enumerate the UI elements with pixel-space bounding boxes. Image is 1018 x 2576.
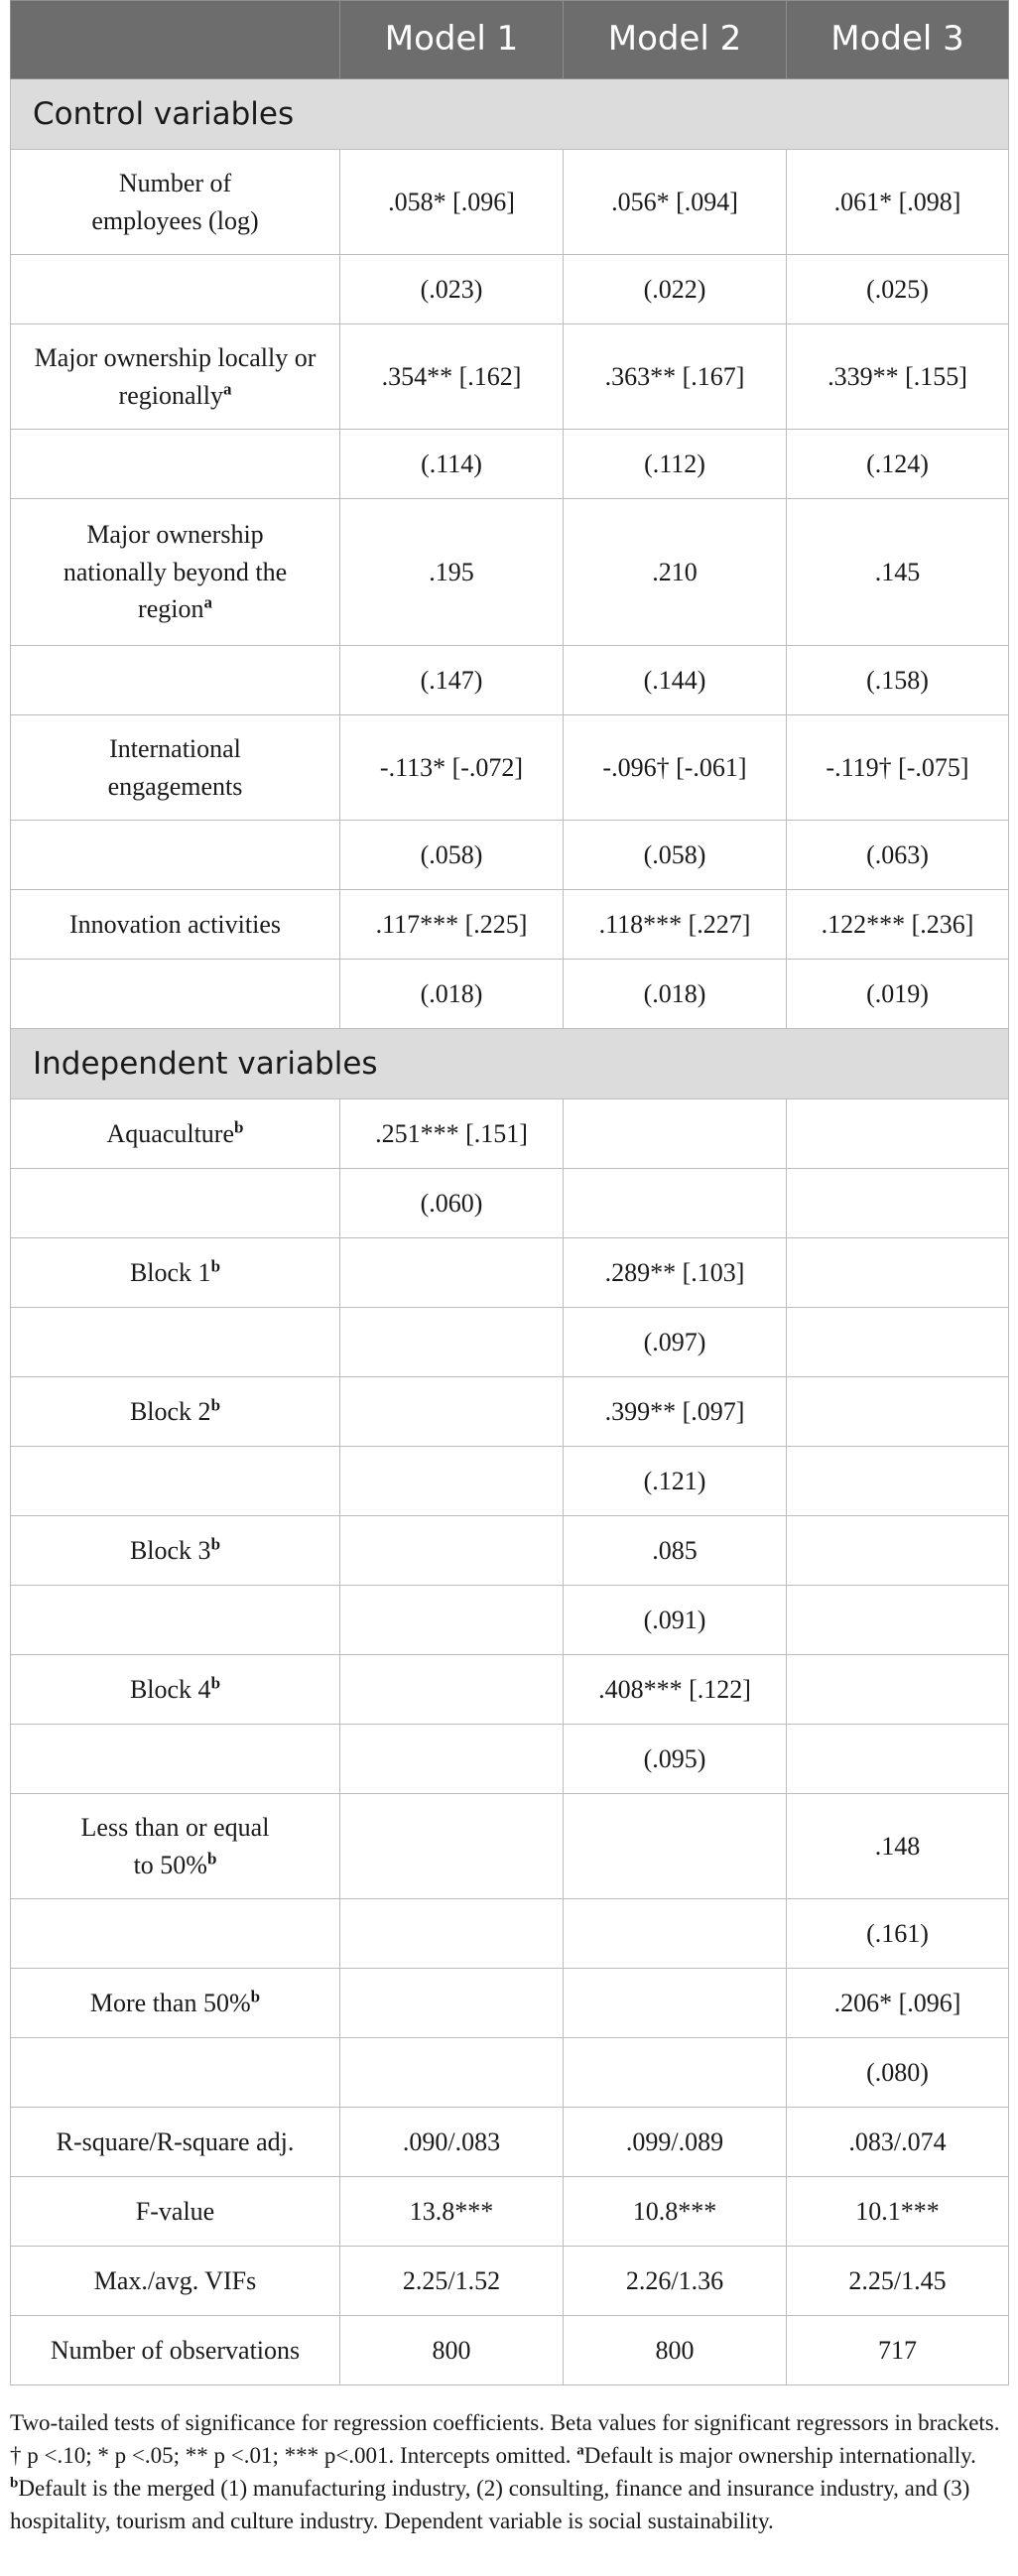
model-2-se: (.095): [564, 1725, 787, 1794]
model-3-value: [787, 1377, 1009, 1447]
model-1-se: (.023): [340, 255, 564, 324]
model-3-value: 10.1***: [787, 2177, 1009, 2247]
model-2-value: .085: [564, 1516, 787, 1586]
footnote-text-2: Default is major ownership internationally.: [583, 2442, 976, 2468]
model-3-value: [787, 1099, 1009, 1169]
row-label: [11, 1516, 340, 1586]
table-row: [11, 150, 1009, 255]
section-title-control: Control variables: [11, 79, 1009, 150]
model-2-value: .399** [.097]: [564, 1377, 787, 1447]
row-label: F-value: [11, 2177, 340, 2247]
model-3-value: [787, 1516, 1009, 1586]
table-row: [11, 1516, 1009, 1586]
model-2-value: -.096† [-.061]: [564, 715, 787, 821]
header-model-2: Model 2: [564, 1, 787, 79]
model-3-se: (.158): [787, 646, 1009, 715]
footnote-marker: a: [222, 378, 232, 398]
footnote-marker: b: [234, 1117, 244, 1136]
header-model-3: Model 3: [787, 1, 1009, 79]
regression-table-container: [10, 0, 1008, 2385]
model-2-se: (.022): [564, 255, 787, 324]
model-3-value: .148: [787, 1794, 1009, 1899]
model-2-value: .210: [564, 499, 787, 646]
model-1-value: [340, 1516, 564, 1586]
model-3-value: .083/.074: [787, 2108, 1009, 2177]
model-3-value: 717: [787, 2316, 1009, 2385]
table-row-se: [11, 960, 1009, 1029]
row-label-empty: [11, 430, 340, 499]
model-2-value: 800: [564, 2316, 787, 2385]
model-2-se: (.058): [564, 821, 787, 890]
row-label: [11, 499, 340, 646]
model-3-value: .122*** [.236]: [787, 890, 1009, 960]
row-label: Number of employees (log): [11, 150, 340, 255]
model-2-value: .118*** [.227]: [564, 890, 787, 960]
row-label: [11, 1238, 340, 1308]
header-model-1: Model 1: [340, 1, 564, 79]
model-1-se: (.058): [340, 821, 564, 890]
model-2-se: (.018): [564, 960, 787, 1029]
model-1-value: [340, 1794, 564, 1899]
row-label-empty: [11, 1586, 340, 1655]
table-row-fvalue: [11, 2177, 1009, 2247]
model-3-se: (.161): [787, 1899, 1009, 1969]
row-label-empty: [11, 255, 340, 324]
row-label: [11, 1099, 340, 1169]
row-label-empty: [11, 1725, 340, 1794]
table-row-se: [11, 2038, 1009, 2108]
row-label-text: Major ownership locally or regionally: [34, 342, 317, 410]
row-label-empty: [11, 1308, 340, 1377]
table-row: [11, 1794, 1009, 1899]
model-2-value: .056* [.094]: [564, 150, 787, 255]
table-row-se: [11, 1308, 1009, 1377]
row-label: Number of observations: [11, 2316, 340, 2385]
table-row: [11, 1969, 1009, 2038]
table-row-se: [11, 1899, 1009, 1969]
row-label-empty: [11, 1169, 340, 1238]
model-2-value: [564, 1969, 787, 2038]
section-row-control: [11, 79, 1009, 150]
model-2-value: .363** [.167]: [564, 324, 787, 430]
model-1-se: [340, 1586, 564, 1655]
row-label-empty: [11, 646, 340, 715]
row-label: Max./avg. VIFs: [11, 2247, 340, 2316]
row-label-text: Block 4: [129, 1674, 211, 1704]
row-label: [11, 324, 340, 430]
table-row-observations: [11, 2316, 1009, 2385]
model-3-se: (.025): [787, 255, 1009, 324]
model-2-se: (.144): [564, 646, 787, 715]
model-1-se: [340, 1447, 564, 1516]
model-3-value: .061* [.098]: [787, 150, 1009, 255]
row-label-text: Block 3: [129, 1535, 211, 1565]
model-2-value: [564, 1099, 787, 1169]
row-label: [11, 1377, 340, 1447]
model-1-value: [340, 1969, 564, 2038]
model-3-value: .145: [787, 499, 1009, 646]
model-1-value: -.113* [-.072]: [340, 715, 564, 821]
model-1-se: (.060): [340, 1169, 564, 1238]
model-2-value: 2.26/1.36: [564, 2247, 787, 2316]
model-2-se: (.112): [564, 430, 787, 499]
table-row-se: [11, 821, 1009, 890]
table-row: [11, 499, 1009, 646]
table-row: [11, 1377, 1009, 1447]
model-1-se: (.147): [340, 646, 564, 715]
table-row: [11, 715, 1009, 821]
model-1-value: .354** [.162]: [340, 324, 564, 430]
model-1-value: [340, 1377, 564, 1447]
model-3-se: (.019): [787, 960, 1009, 1029]
model-1-value: .251*** [.151]: [340, 1099, 564, 1169]
table-row-se: [11, 1169, 1009, 1238]
section-row-independent: [11, 1029, 1009, 1099]
model-1-value: .195: [340, 499, 564, 646]
model-2-value: .408*** [.122]: [564, 1655, 787, 1725]
table-row-vifs: [11, 2247, 1009, 2316]
footnote-marker: b: [210, 1395, 221, 1414]
header-corner-cell: [11, 1, 340, 79]
footnote-marker: b: [210, 1534, 221, 1553]
model-1-se: (.114): [340, 430, 564, 499]
row-label-text: Major ownership nationally beyond the region: [63, 519, 288, 624]
model-1-value: 13.8***: [340, 2177, 564, 2247]
footnote-marker: b: [206, 1848, 217, 1868]
table-row-se: [11, 1447, 1009, 1516]
row-label-text: Block 1: [129, 1257, 211, 1287]
table-row-se: [11, 1725, 1009, 1794]
row-label-empty: [11, 960, 340, 1029]
footnote-marker: b: [210, 1256, 221, 1275]
model-3-se: [787, 1725, 1009, 1794]
model-3-value: .339** [.155]: [787, 324, 1009, 430]
footnote-marker: a: [203, 592, 212, 612]
model-1-se: [340, 1899, 564, 1969]
model-3-value: 2.25/1.45: [787, 2247, 1009, 2316]
model-1-value: [340, 1655, 564, 1725]
row-label: R-square/R-square adj.: [11, 2108, 340, 2177]
table-footnote: [10, 2407, 1008, 2538]
footnote-marker-a: a: [576, 2442, 584, 2459]
row-label-text: More than 50%: [89, 1988, 251, 2017]
footnote-marker-b: b: [10, 2475, 19, 2492]
model-2-value: .099/.089: [564, 2108, 787, 2177]
model-1-value: 2.25/1.52: [340, 2247, 564, 2316]
model-3-se: (.080): [787, 2038, 1009, 2108]
table-row-se: [11, 646, 1009, 715]
model-2-se: [564, 2038, 787, 2108]
table-row-se: [11, 1586, 1009, 1655]
table-row-rsquare: [11, 2108, 1009, 2177]
model-3-value: [787, 1655, 1009, 1725]
model-2-se: (.097): [564, 1308, 787, 1377]
row-label-empty: [11, 1899, 340, 1969]
row-label-empty: [11, 1447, 340, 1516]
row-label: [11, 1969, 340, 2038]
regression-table: [10, 0, 1009, 2385]
model-3-se: [787, 1169, 1009, 1238]
row-label-text: Aquaculture: [106, 1118, 235, 1148]
section-title-independent: Independent variables: [11, 1029, 1009, 1099]
row-label-text: Less than or equal to 50%: [80, 1812, 270, 1879]
table-row: [11, 1099, 1009, 1169]
model-2-se: (.091): [564, 1586, 787, 1655]
table-row: [11, 324, 1009, 430]
model-1-value: [340, 1238, 564, 1308]
header-row: [11, 1, 1009, 79]
table-row-se: [11, 255, 1009, 324]
table-row: [11, 1655, 1009, 1725]
table-row: [11, 890, 1009, 960]
footnote-text-3: Default is the merged (1) manufacturing industry, (2) consulting, finance and insurance industry, and (3) hospitality, tourism and culture industry. Dependent variable is social sustainability.: [10, 2475, 970, 2533]
row-label: International engagements: [11, 715, 340, 821]
model-3-se: (.063): [787, 821, 1009, 890]
model-3-se: [787, 1447, 1009, 1516]
footnote-marker: b: [250, 1987, 261, 2005]
row-label: Innovation activities: [11, 890, 340, 960]
model-3-value: .206* [.096]: [787, 1969, 1009, 2038]
model-2-value: [564, 1794, 787, 1899]
model-3-se: [787, 1308, 1009, 1377]
row-label: [11, 1794, 340, 1899]
model-3-se: [787, 1586, 1009, 1655]
row-label-empty: [11, 821, 340, 890]
model-2-value: 10.8***: [564, 2177, 787, 2247]
model-1-se: [340, 1308, 564, 1377]
model-1-value: .058* [.096]: [340, 150, 564, 255]
model-2-se: (.121): [564, 1447, 787, 1516]
row-label-empty: [11, 2038, 340, 2108]
model-3-se: (.124): [787, 430, 1009, 499]
row-label: [11, 1655, 340, 1725]
row-label-text: Block 2: [129, 1396, 211, 1426]
model-3-value: -.119† [-.075]: [787, 715, 1009, 821]
model-2-se: [564, 1899, 787, 1969]
table-row-se: [11, 430, 1009, 499]
footnote-text-1: Two-tailed tests of significance for regression coefficients. Beta values for significant regressors in brackets. † p <.10; * p <.05; ** p <.01; *** p<.001. Intercepts omitted.: [10, 2410, 1000, 2468]
model-1-se: [340, 1725, 564, 1794]
model-1-value: .090/.083: [340, 2108, 564, 2177]
model-1-value: .117*** [.225]: [340, 890, 564, 960]
model-1-value: 800: [340, 2316, 564, 2385]
model-1-se: (.018): [340, 960, 564, 1029]
model-1-se: [340, 2038, 564, 2108]
model-3-value: [787, 1238, 1009, 1308]
model-2-value: .289** [.103]: [564, 1238, 787, 1308]
model-2-se: [564, 1169, 787, 1238]
table-row: [11, 1238, 1009, 1308]
footnote-marker: b: [210, 1673, 221, 1692]
